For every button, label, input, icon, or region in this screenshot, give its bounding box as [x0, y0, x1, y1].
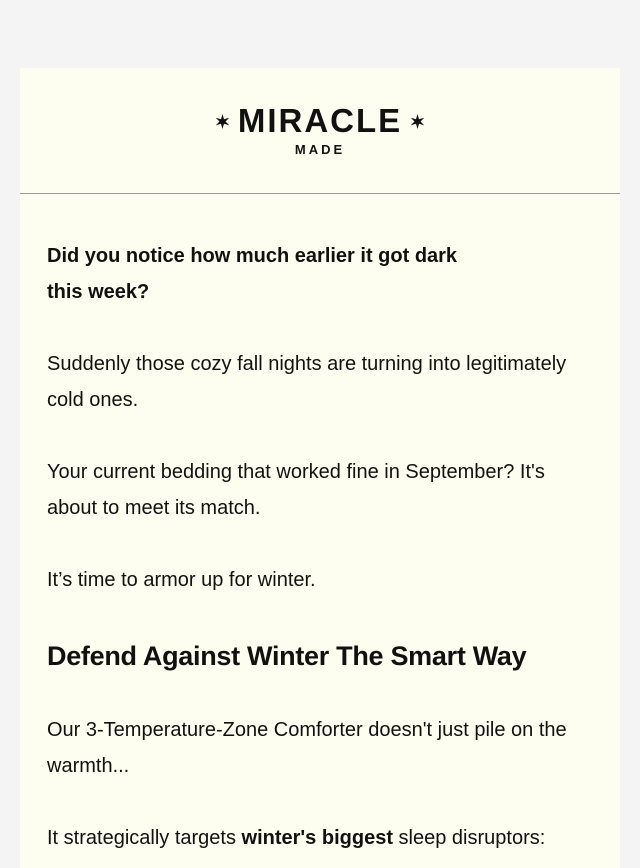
email-card — [20, 68, 620, 868]
lead-question: Did you notice how much earlier it got dark this week? — [47, 245, 458, 303]
brand-subname: MADE — [294, 142, 346, 157]
paragraph-3: It’s time to armor up for winter. — [47, 569, 316, 591]
paragraph-5-emphasis: winter's biggest — [241, 827, 393, 849]
star-icon — [215, 114, 230, 129]
section-heading: Defend Against Winter The Smart Way — [47, 641, 527, 671]
email-header — [20, 68, 620, 194]
brand-name: MIRACLE — [237, 102, 403, 139]
email-body — [20, 238, 620, 856]
paragraph-5-post: sleep disruptors: — [392, 827, 546, 849]
paragraph-5-pre: It strategically targets — [47, 827, 242, 849]
paragraph-2: Your current bedding that worked fine in September? It's about to meet its match. — [47, 461, 545, 519]
paragraph-4: Our 3-Temperature-Zone Comforter doesn't just pile on the warmth... — [47, 719, 567, 777]
paragraph-1: Suddenly those cozy fall nights are turning into legitimately cold ones. — [47, 353, 567, 411]
star-icon — [410, 114, 425, 129]
paragraph-5 — [47, 820, 593, 856]
brand-logo[interactable] — [215, 104, 425, 138]
